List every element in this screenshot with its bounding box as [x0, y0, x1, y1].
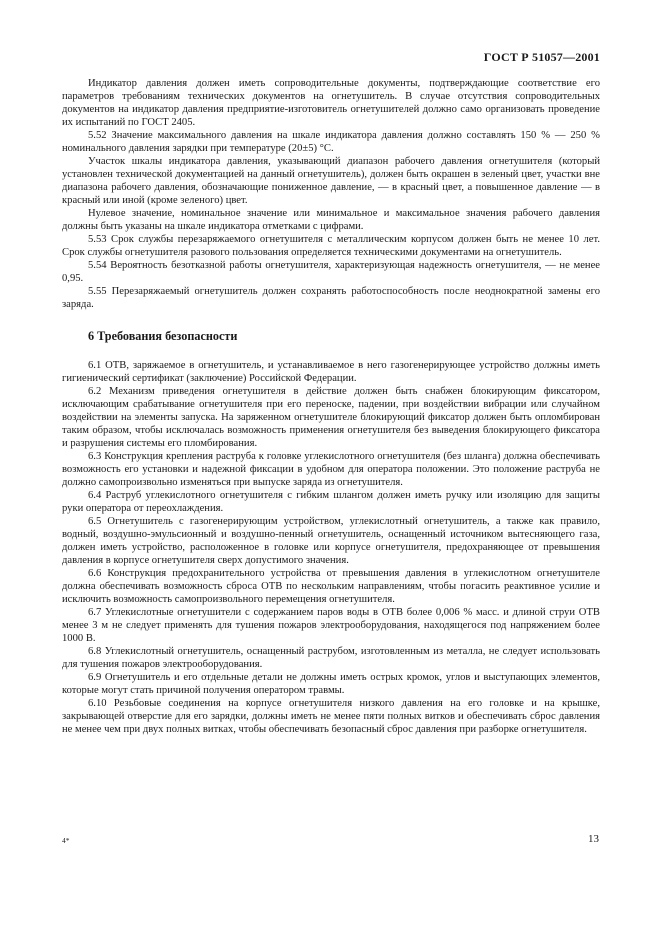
- paragraph: Участок шкалы индикатора давления, указывающий диапазон рабочего давления огнетушителя (который установлен технической документацией на данный огнетушитель), должен быть окрашен в зеленый цвет, участки вне диапазона рабочего давления, обозначающие пониженное давление, — в красный цвет, а повышенное давление — в красный или иной (кроме зеленого) цвет.: [62, 156, 600, 206]
- paragraph: Нулевое значение, номинальное значение или минимальное и максимальное значения рабочего давления должны быть указаны на шкале индикатора отметками с цифрами.: [62, 208, 600, 232]
- paragraph: 5.52 Значение максимального давления на шкале индикатора давления должно составлять 150 % — 250 % номинального давления зарядки при температуре (20±5) °С.: [62, 130, 600, 154]
- paragraph: 6.4 Раструб углекислотного огнетушителя с гибким шлангом должен иметь ручку или изоляцию для защиты руки оператора от переохлаждения.: [62, 490, 600, 514]
- paragraph: 6.10 Резьбовые соединения на корпусе огнетушителя низкого давления на его головке и на крышке, закрывающей отверстие для его зарядки, должны иметь не менее пяти полных витков и обеспечивать сброс давления не менее чем при двух полных витках, чтобы обеспечивать безопасный сброс давления при разборке огнетушителя.: [62, 698, 600, 735]
- paragraph: 5.55 Перезаряжаемый огнетушитель должен сохранять работоспособность после неоднократной замены его заряда.: [62, 286, 600, 310]
- paragraph: 6.9 Огнетушитель и его отдельные детали не должны иметь острых кромок, углов и выступающих элементов, которые могут стать причиной получения оператором травмы.: [62, 672, 600, 696]
- paragraph: Индикатор давления должен иметь сопроводительные документы, подтверждающие соответствие его параметров требованиям технических документов на огнетушитель. В случае отсутствия сопроводительных документов на индикатор давления предприятие-изготовитель огнетушителей должно само организовать проведение их испытаний по ГОСТ 2405.: [62, 78, 600, 128]
- document-code: ГОСТ Р 51057—2001: [483, 50, 600, 64]
- paragraph: 6.6 Конструкция предохранительного устройства от превышения давления в углекислотном огнетушителе должна обеспечивать возможность сброса ОТВ по нескольким направлениям, чтобы погасить реактивное усилие и исключить возможность самопроизвольного перемещения огнетушителя.: [62, 568, 600, 605]
- paragraph: 6.8 Углекислотный огнетушитель, оснащенный раструбом, изготовленным из металла, не следует использовать для тушения пожаров электрооборудования.: [62, 646, 600, 670]
- page-content: [62, 77, 600, 736]
- paragraph: 6.2 Механизм приведения огнетушителя в действие должен быть снабжен блокирующим фиксатором, исключающим срабатывание огнетушителя при его переноске, падении, при воздействии вибрации или случайном воздействии на элементы запуска. На заряженном огнетушителе блокирующий фиксатор должен быть опломбирован таким образом, чтобы исключалась возможность применения огнетушителя без выведения блокирующего фиксатора и разрушения системы его пломбирования.: [62, 386, 600, 449]
- paragraph: 6.1 ОТВ, заряжаемое в огнетушитель, и устанавливаемое в него газогенерирующее устройство должны иметь гигиенический сертификат (заключение) Российской Федерации.: [62, 360, 600, 384]
- section-heading: 6 Требования безопасности: [88, 329, 238, 343]
- paragraph: 5.53 Срок службы перезаряжаемого огнетушителя с металлическим корпусом должен быть не менее 10 лет. Срок службы огнетушителя разового пользования определяется техническими документами на огнетушитель.: [62, 234, 600, 258]
- paragraph: 6.7 Углекислотные огнетушители с содержанием паров воды в ОТВ более 0,006 % масс. и длиной струи ОТВ менее 3 м не следует применять для тушения пожаров электрооборудования, находящегося под напряжением более 1000 В.: [62, 607, 600, 644]
- paragraph: 5.54 Вероятность безотказной работы огнетушителя, характеризующая надежность огнетушителя, — не менее 0,95.: [62, 260, 600, 284]
- page-number: 13: [588, 833, 599, 845]
- signature-mark: 4*: [62, 836, 70, 845]
- paragraph: 6.5 Огнетушитель с газогенерирующим устройством, углекислотный огнетушитель, а также как правило, водный, воздушно-эмульсионный и воздушно-пенный огнетушитель, оснащенный источником вытесняющего газа, должен иметь устройство, расположенное в головке или корпусе огнетушителя, предохраняющее от превышения давления в корпусе огнетушителя сверх допустимого значения.: [62, 516, 600, 566]
- paragraph: 6.3 Конструкция крепления раструба к головке углекислотного огнетушителя (без шланга) должна обеспечивать возможность его установки и надежной фиксации в удобном для оператора положении. Это положение раструба не должно самопроизвольно изменяться при выпуске заряда из огнетушителя.: [62, 451, 600, 488]
